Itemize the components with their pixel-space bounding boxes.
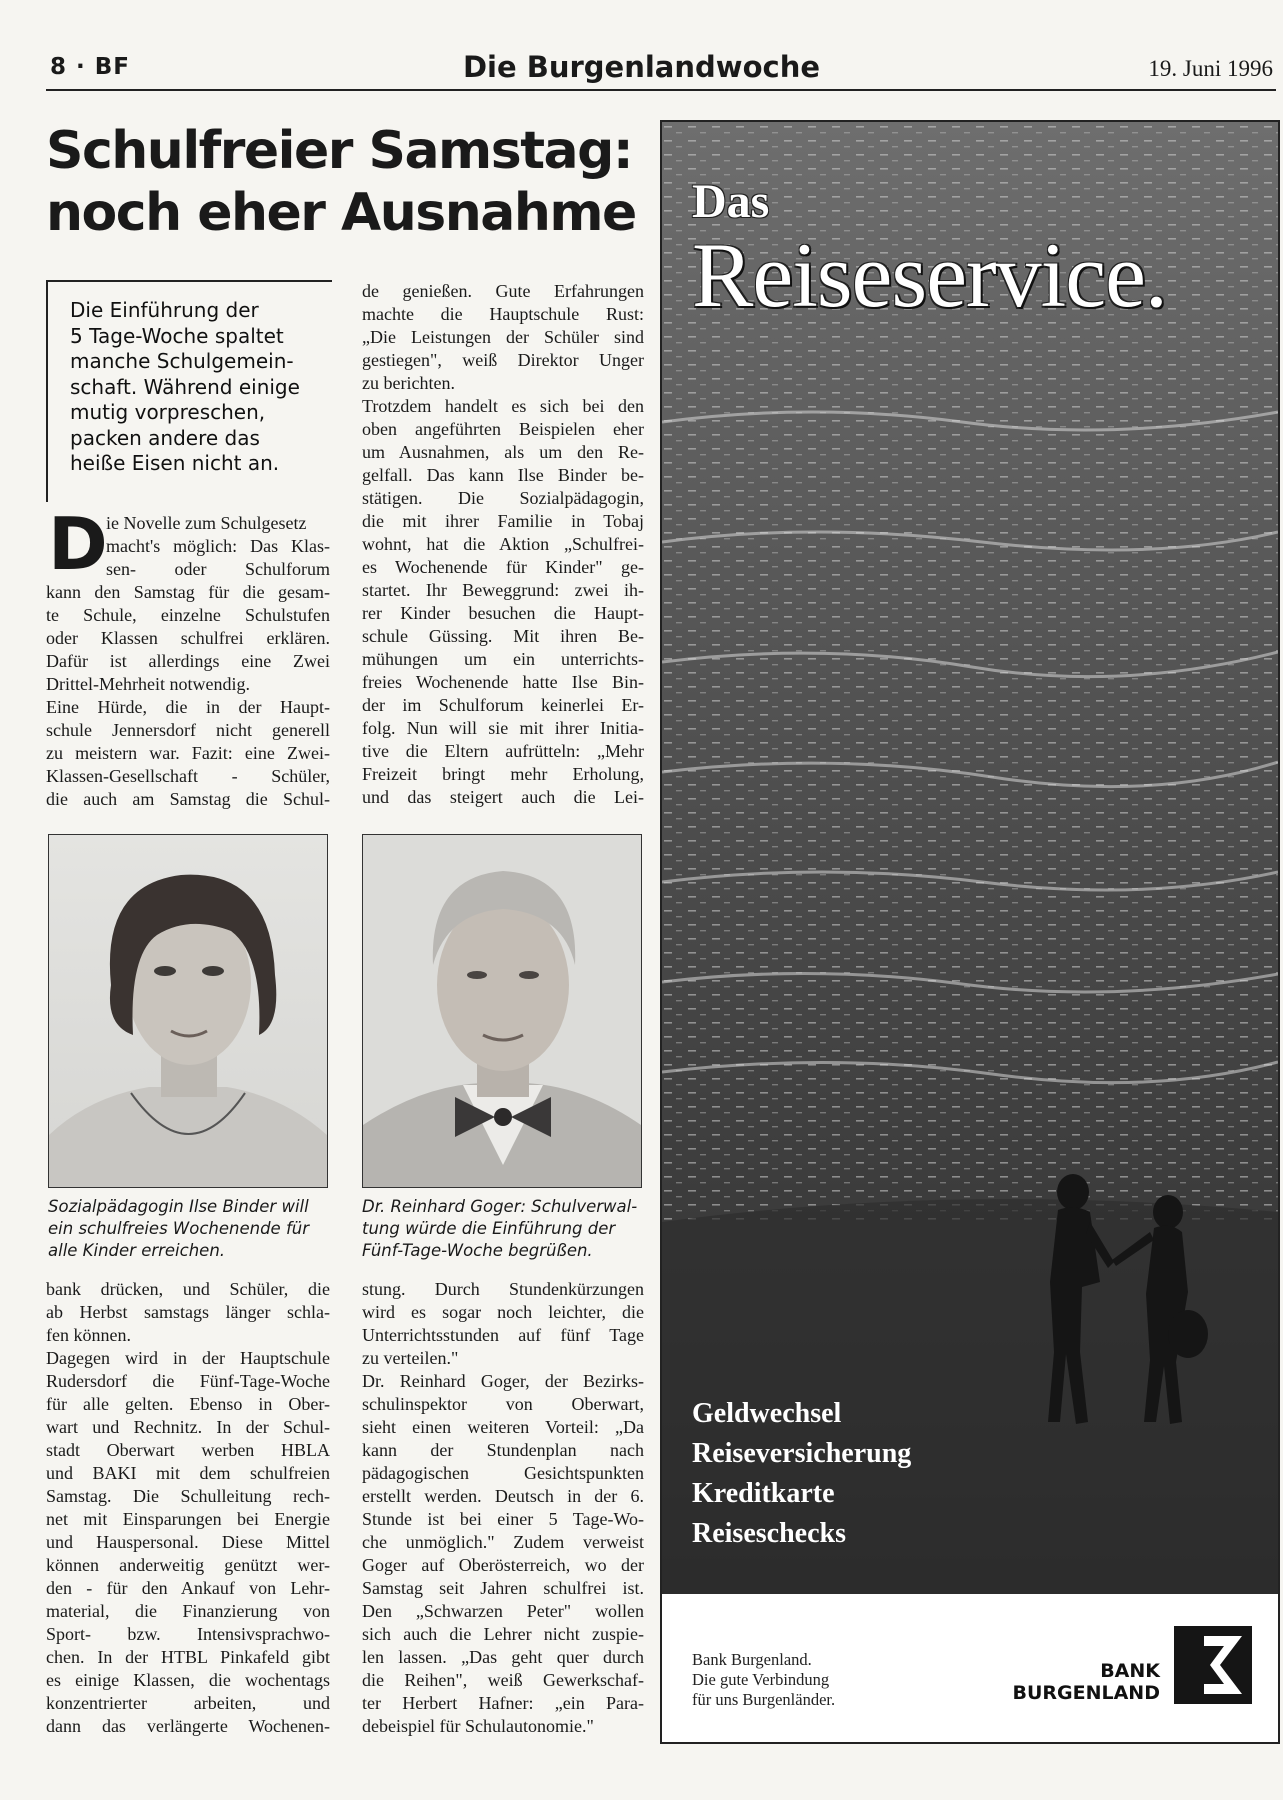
body-line: zu berichten.	[362, 373, 455, 393]
bank-logo-icon	[1174, 1626, 1252, 1704]
bank-logo-wordmark	[1012, 1660, 1160, 1704]
body-line: Samstag seit Jahren schulfrei ist.	[362, 1578, 644, 1598]
body-line: de genießen. Gute Erfahrungen	[362, 281, 644, 301]
ad-services-list	[692, 1394, 911, 1554]
body-line: zu verteilen."	[362, 1348, 459, 1368]
body-line: konzentrierter arbeiten, und	[46, 1693, 330, 1713]
ad-service-item: Kreditkarte	[692, 1478, 835, 1509]
body-line: len lassen. „Das geht quer durch	[362, 1647, 644, 1667]
body-line: es Wochenende für Kinder" ge-	[362, 557, 644, 577]
body-line: tive die Eltern aufrütteln: „Mehr	[362, 741, 644, 761]
caption-line: ein schulfreies Wochenende für	[48, 1219, 310, 1238]
body-line: sen- oder Schulforum	[106, 559, 330, 579]
body-line: mühungen um ein unterrichts-	[362, 649, 644, 669]
ad-service-item: Reiseversicherung	[692, 1438, 912, 1469]
ad-slogan	[692, 1650, 835, 1710]
portrait-photo-ilse-binder	[48, 834, 328, 1188]
lead-line: packen andere das	[70, 425, 260, 450]
body-line: und Hauspersonal. Diese Mittel	[46, 1532, 330, 1552]
body-line: die auch am Samstag die Schul-	[46, 789, 330, 809]
body-line: schulinspektor von Oberwart,	[362, 1394, 644, 1414]
body-line: stätigen. Die Sozialpädagogin,	[362, 488, 644, 508]
lead-line: manche Schulgemein-	[70, 349, 294, 373]
body-line: Klassen-Gesellschaft - Schüler,	[46, 766, 330, 786]
body-line: Sport- bzw. Intensivsprachwo-	[46, 1624, 330, 1644]
bank-advertisement	[660, 120, 1280, 1744]
body-line: Trotzdem handelt es sich bei den	[362, 396, 644, 416]
body-line: Dr. Reinhard Goger, der Bezirks-	[362, 1371, 644, 1391]
body-line: wohnt, hat die Aktion „Schulfrei-	[362, 534, 644, 554]
logo-text-line: BANK	[1100, 1660, 1160, 1682]
body-line: sich auch die Lehrer nicht zuspie-	[362, 1624, 644, 1644]
body-line: ie Novelle zum Schulgesetz	[106, 513, 307, 533]
body-line: gelfall. Das kann Ilse Binder be-	[362, 465, 644, 485]
article-lead	[70, 298, 328, 477]
body-line: chen. In der HTBL Pinkafeld gibt	[46, 1647, 330, 1667]
body-column-1-top	[46, 512, 330, 811]
logo-text-line: BURGENLAND	[1012, 1682, 1160, 1704]
body-line: ter Herbert Hafner: „ein Para-	[362, 1693, 644, 1713]
body-line: Eine Hürde, die in der Haupt-	[46, 697, 330, 717]
body-line: der im Schulforum keinerlei Er-	[362, 695, 644, 715]
slogan-line: Bank Burgenland.	[692, 1650, 812, 1669]
caption-line: Fünf-Tage-Woche begrüßen.	[362, 1241, 593, 1260]
body-line: Goger auf Oberösterreich, wo der	[362, 1555, 644, 1575]
body-line: es einige Klassen, die wochentags	[46, 1670, 330, 1690]
ad-service-item: Reiseschecks	[692, 1518, 846, 1549]
lead-line: mutig vorpreschen,	[70, 400, 266, 424]
body-line: schule Güssing. Mit ihren Be-	[362, 626, 644, 646]
photo-caption-goger	[362, 1196, 652, 1262]
slogan-line: für uns Burgenländer.	[692, 1690, 836, 1709]
body-line: folg. Nun will sie mit ihrer Initia-	[362, 718, 644, 738]
body-line: bank drücken, und Schüler, die	[46, 1279, 330, 1299]
body-line: dann das verlängerte Wochenen-	[46, 1716, 330, 1736]
caption-line: Dr. Reinhard Goger: Schulverwal-	[362, 1197, 638, 1216]
body-line: Rudersdorf die Fünf-Tage-Woche	[46, 1371, 330, 1391]
body-line: ab Herbst samstags länger schla-	[46, 1302, 330, 1322]
body-line: gestiegen", weiß Direktor Unger	[362, 350, 644, 370]
body-line: oben angeführten Beispielen eher	[362, 419, 644, 439]
body-line: und BAKI mit dem schulfreien	[46, 1463, 330, 1483]
body-line: stadt Oberwart werben HBLA	[46, 1440, 330, 1460]
beach-couple-photo	[662, 122, 1278, 1594]
drop-cap: D	[48, 502, 108, 586]
body-line: Freizeit bringt mehr Erholung,	[362, 764, 644, 784]
body-line: startet. Ihr Beweggrund: zwei ih-	[362, 580, 644, 600]
body-line: material, die Finanzierung von	[46, 1601, 330, 1621]
caption-line: alle Kinder erreichen.	[48, 1241, 226, 1260]
body-line: und das steigert auch die Lei-	[362, 787, 644, 807]
newspaper-name: Die Burgenlandwoche	[462, 50, 821, 84]
issue-date: 19. Juni 1996	[1148, 56, 1273, 81]
body-line: pädagogischen Gesichtspunkten	[362, 1463, 644, 1483]
ad-pre-title: Das	[692, 175, 770, 228]
body-line: stung. Durch Stundenkürzungen	[362, 1279, 644, 1299]
body-line: Den „Schwarzen Peter" wollen	[362, 1601, 644, 1621]
body-line: Dafür ist allerdings eine Zwei	[46, 651, 330, 671]
body-line: schule Jennersdorf nicht generell	[46, 720, 330, 740]
photo-caption-binder	[48, 1196, 338, 1262]
ad-title: Reiseservice.	[692, 224, 1167, 326]
lead-line: schaft. Während einige	[70, 374, 300, 399]
caption-line: tung würde die Einführung der	[362, 1219, 616, 1238]
ad-service-item: Geldwechsel	[692, 1398, 842, 1429]
body-line: kann der Stundenplan nach	[362, 1440, 644, 1460]
body-line: können anderweitig genützt wer-	[46, 1555, 330, 1575]
body-line: Samstag. Die Schulleitung rech-	[46, 1486, 330, 1506]
body-line: die mit ihrer Familie in Tobaj	[362, 511, 644, 531]
page-number: 8 · BF	[50, 54, 130, 80]
body-line: um Ausnahmen, als um den Re-	[362, 442, 644, 462]
body-line: Unterrichtsstunden auf fünf Tage	[362, 1325, 644, 1345]
body-line: den - für den Ankauf von Lehr-	[46, 1578, 330, 1598]
body-line: freies Wochenende hatte Ilse Bin-	[362, 672, 644, 692]
body-column-2-bottom	[362, 1278, 644, 1738]
body-column-1-bottom	[46, 1278, 330, 1738]
portrait-photo-reinhard-goger	[362, 834, 642, 1188]
slogan-line: Die gute Verbindung	[692, 1670, 830, 1689]
body-line: erstellt werden. Deutsch in der 6.	[362, 1486, 644, 1506]
body-line: sieht einen weiteren Vorteil: „Da	[362, 1417, 644, 1437]
body-line: Stunde ist bei einer 5 Tage-Wo-	[362, 1509, 644, 1529]
body-line: kann den Samstag für die gesam-	[46, 582, 330, 602]
body-line: machte die Hauptschule Rust:	[362, 304, 644, 324]
body-line: net mit Einsparungen bei Energie	[46, 1509, 330, 1529]
lead-line: 5 Tage-Woche spaltet	[70, 323, 284, 348]
article-headline	[46, 120, 666, 244]
lead-line: heiße Eisen nicht an.	[70, 451, 280, 475]
header-rule	[46, 89, 1276, 91]
body-line: „Die Leistungen der Schüler sind	[362, 327, 644, 347]
body-line: wart und Rechnitz. In der Schul-	[46, 1417, 330, 1437]
lead-line: Die Einführung der	[70, 298, 259, 322]
body-line: Dagegen wird in der Hauptschule	[46, 1348, 330, 1368]
body-line: che unmöglich." Zudem verweist	[362, 1532, 644, 1552]
body-column-2-top	[362, 280, 644, 809]
body-line: te Schule, einzelne Schulstufen	[46, 605, 330, 625]
caption-line: Sozialpädagogin Ilse Binder will	[48, 1197, 309, 1216]
body-line: fen können.	[46, 1325, 131, 1345]
body-line: rer Kinder besuchen die Haupt-	[362, 603, 644, 623]
body-line: für alle gelten. Ebenso in Ober-	[46, 1394, 330, 1414]
body-line: Drittel-Mehrheit notwendig.	[46, 674, 250, 694]
body-line: macht's möglich: Das Klas-	[106, 536, 330, 556]
body-line: wird es sogar noch leichter, die	[362, 1302, 644, 1322]
body-line: oder Klassen schulfrei erklären.	[46, 628, 330, 648]
body-line: die Reihen", weiß Gewerkschaf-	[362, 1670, 644, 1690]
headline-line: noch eher Ausnahme	[46, 183, 636, 243]
headline-line: Schulfreier Samstag:	[46, 121, 633, 181]
body-line: zu meistern war. Fazit: eine Zwei-	[46, 743, 330, 763]
body-line: debeispiel für Schulautonomie."	[362, 1716, 594, 1736]
